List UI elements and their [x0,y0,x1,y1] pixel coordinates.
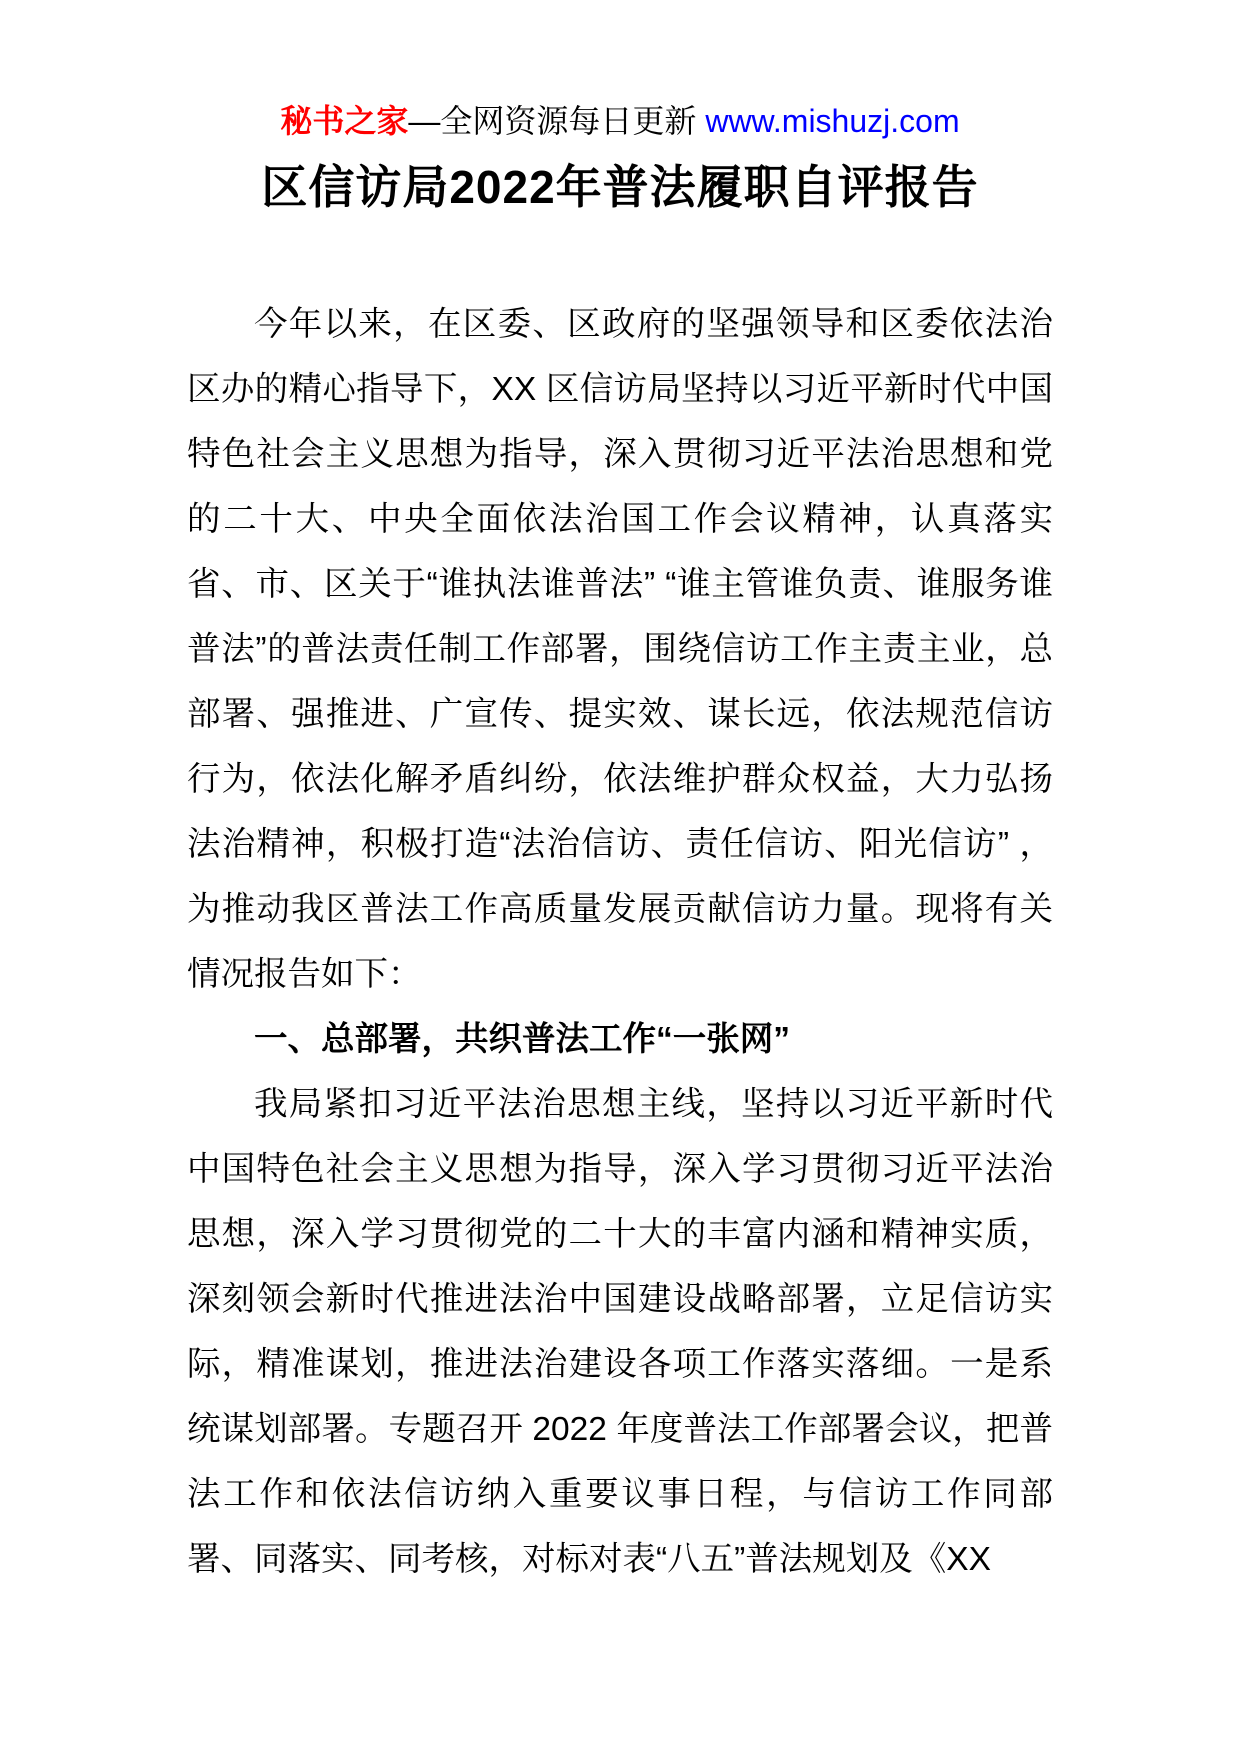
paragraph-intro: 今年以来，在区委、区政府的坚强领导和区委依法治区办的精心指导下，XX 区信访局坚持以习近平新时代中国特色社会主义思想为指导，深入贯彻习近平法治思想和党的二十大、中央全面依法治国工作会议精神，认真落实省、市、区关于“谁执法谁普法” “谁主管谁负责、谁服务谁普法”的普法责任制工作部署，围绕信访工作主责主业，总部署、强推进、广宣传、提实效、谋长远，依法规范信访行为，依法化解矛盾纠纷，依法维护群众权益，大力弘扬法治精神，积极打造“法治信访、责任信访、阳光信访” ，为推动我区普法工作高质量发展贡献信访力量。现将有关情况报告如下： [187,306,1053,993]
site-url-link[interactable]: www.mishuzj.com [705,103,960,139]
site-tagline: —全网资源每日更新 [408,103,706,139]
document-body [187,292,1053,1592]
section-heading-1: 一、总部署，共织普法工作“一张网” [254,1021,790,1058]
document-title: 区信访局2022年普法履职自评报告 [261,161,979,213]
site-header [0,100,1240,142]
paragraph-section-1: 我局紧扣习近平法治思想主线，坚持以习近平新时代中国特色社会主义思想为指导，深入学习贯彻习近平法治思想，深入学习贯彻党的二十大的丰富内涵和精神实质，深刻领会新时代推进法治中国建设战略部署，立足信访实际，精准谋划，推进法治建设各项工作落实落细。一是系统谋划部署。专题召开 2022 年度普法工作部署会议，把普法工作和依法信访纳入重要议事日程，与信访工作同部署、同落实、同考核，对标对表“八五”普法规划及《XX [187,1086,1053,1578]
site-brand: 秘书之家 [280,103,409,139]
